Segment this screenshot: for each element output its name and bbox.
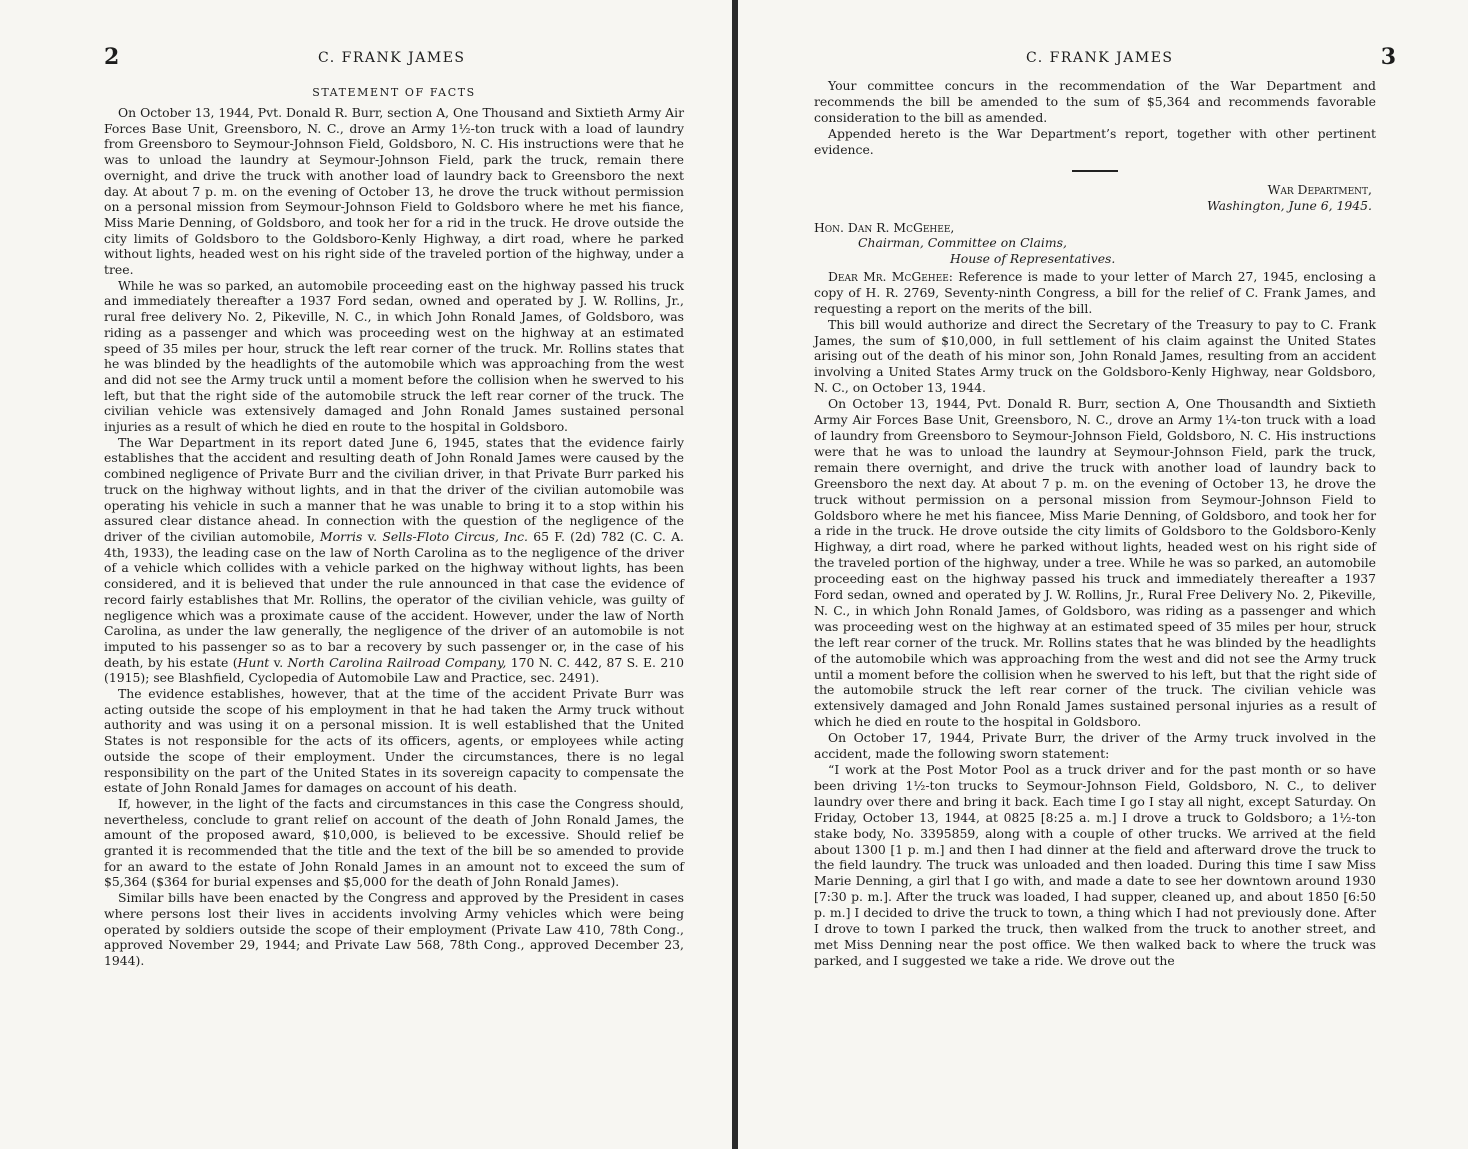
addressee-block xyxy=(814,220,1376,267)
paragraph-text: On October 13, 1944, Pvt. Donald R. Burr, section A, One Thousand and Sixtieth Army Air Forces Base Unit, Greensboro, N. C., drove an Army 1½-ton truck with a load of laundry from Greensboro to Seymour-Johnson Field, Goldsboro, N. C. His instructions were that he was to unload the laundry at Seymour-Johnson Field, park the truck, remain there overnight, and drive the truck with another load of laundry back to Greensboro the next day. At about 7 p. m. on the evening of October 13, he drove the truck without permission on a personal mission from Seymour-Johnson Field to Goldsboro where he met his fiance, Miss Marie Denning, of Goldsboro, and took her for a rid in the truck. He drove outside the city limits of Goldsboro to the Goldsboro-Kenly Highway, a dirt road, where he parked without lights, headed west on his right side of the traveled portion of the highway, under a tree. xyxy=(104,105,684,278)
salutation: Dear Mr. McGehee: xyxy=(828,268,953,284)
paragraph-text: v. xyxy=(362,528,383,544)
right-running-head xyxy=(814,44,1396,78)
paragraph-text: If, however, in the light of the facts and circumstances in this case the Congress should, nevertheless, conclude to grant relief on account of the death of John Ronald James, the amount of the proposed award, $10,000, is believed to be excessive. Should relief be granted it is recommended that the title and the text of the bill be so amended to provide for an award to the estate of John Ronald James in an amount not to exceed the sum of $5,364 ($364 for burial expenses and $5,000 for the death of John Ronald James). xyxy=(104,795,684,890)
case-citation: Morris xyxy=(320,528,363,544)
statement-paragraph xyxy=(104,796,684,890)
statement-paragraph xyxy=(104,890,684,969)
letter-paragraph-text: Reference is made to your letter of March 27, 1945, enclosing a copy of H. R. 2769, Seventy-ninth Congress, a bill for the relief of C. Frank James, and requesting a report on the merits of the bill. xyxy=(814,268,1376,316)
case-citation: Sells-Floto Circus, Inc. xyxy=(382,528,528,544)
paragraph-text: 65 F. (2d) 782 (C. C. A. 4th, 1933), the leading case on the law of North Carolina as to the negligence of the driver of a vehicle which collides with a vehicle parked on the highway without lights, has been considered, and it is believed that under the rule announced in that case the evidence of record fairly establishes that Mr. Rollins, the operator of the civilian vehicle, was guilty of negligence which was a proximate cause of the accident. However, under the law of North Carolina, as under the law generally, the negligence of the driver of an automobile is not imputed to his passenger so as to bar a recovery by such passenger or, in the case of his death, by his estate ( xyxy=(104,528,684,670)
letterhead-department: War Department, xyxy=(1267,181,1372,197)
paragraph-text: v. xyxy=(269,654,288,670)
paragraph-text: The War Department in its report dated June 6, 1945, states that the evidence fairly establishes that the accident and resulting death of John Ronald James were caused by the combined negligence of Private Burr and the civilian driver, in that Private Burr parked his truck on the highway without lights, and in that the driver of the civilian automobile was operating his vehicle in such a manner that he was unable to bring it to a stop within his assured clear distance ahead. In connection with the question of the negligence of the driver of the civilian automobile, xyxy=(104,434,684,544)
letter-paragraph: On October 17, 1944, Private Burr, the driver of the Army truck involved in the accident, made the following sworn statement: xyxy=(814,730,1376,762)
intro-paragraph: Your committee concurs in the recommendation of the War Department and recommends the bill be amended to the sum of $5,364 and recommends favorable consideration to the bill as amended. xyxy=(814,78,1376,125)
addressee-name: Hon. Dan R. McGehee, xyxy=(814,219,955,235)
statement-paragraph xyxy=(104,105,684,278)
committee-intro xyxy=(814,78,1376,158)
left-running-title: C. FRANK JAMES xyxy=(318,50,466,66)
letter-paragraph: This bill would authorize and direct the Secretary of the Treasury to pay to C. Frank James, the sum of $10,000, in full settlement of his claim against the United States arising out of the death of his minor son, John Ronald James, resulting from an accident involving a United States Army truck on the Goldsboro-Kenly Highway, near Goldsboro, N. C., on October 13, 1944. xyxy=(814,316,1376,396)
section-heading: STATEMENT OF FACTS xyxy=(312,86,476,99)
section-rule xyxy=(1072,170,1118,172)
addressee-body: House of Representatives. xyxy=(950,251,1116,267)
right-page xyxy=(738,0,1468,1149)
letterhead-place-date: Washington, June 6, 1945. xyxy=(1207,197,1372,213)
case-citation: North Carolina Railroad Company, xyxy=(287,654,507,670)
intro-paragraph: Appended hereto is the War Department’s report, together with other pertinent evidence. xyxy=(814,125,1376,157)
paragraph-text: 170 N. C. 442, 87 S. E. 210 (1915); see Blashfield, Cyclopedia of Automobile Law and Practice, sec. 2491). xyxy=(104,654,684,686)
paragraph-text: While he was so parked, an automobile proceeding east on the highway passed his truck and immediately thereafter a 1937 Ford sedan, owned and operated by J. W. Rollins, Jr., rural free delivery No. 2, Pikeville, N. C., in which John Ronald James, of Goldsboro, was riding as a passenger and which was proceeding west on the highway at an estimated speed of 35 miles per hour, struck the left rear corner of the truck. Mr. Rollins states that he was blinded by the headlights of the automobile which was approaching from the west and did not see the Army truck until a moment before the collision when he swerved to his left, but that the right side of the automobile struck the left rear corner of the truck. The civilian vehicle was extensively damaged and John Ronald James sustained personal injuries as a result of which he died en route to the hospital in Goldsboro. xyxy=(104,277,684,435)
statement-paragraph xyxy=(104,435,684,686)
left-page xyxy=(0,0,732,1149)
case-citation: Hunt xyxy=(237,654,270,670)
statement-paragraph xyxy=(104,278,684,435)
paragraph-text: The evidence establishes, however, that at the time of the accident Private Burr was acting outside the scope of his employment in that he had taken the Army truck without authority and was using it on a personal mission. It is well established that the United States is not responsible for the acts of its officers, agents, or employees while acting outside the scope of their employment. Under the circumstances, there is no legal responsibility on the part of the United States in its sovereign capacity to compensate the estate of John Ronald James for damages on account of his death. xyxy=(104,686,684,796)
left-page-number: 2 xyxy=(104,44,120,70)
right-page-number: 3 xyxy=(1380,44,1396,70)
left-body-text xyxy=(104,105,684,969)
letter-body xyxy=(814,269,1376,969)
paragraph-text: Similar bills have been enacted by the Congress and approved by the President in cases where persons lost their lives in accidents involving Army vehicles which were being operated by soldiers outside the scope of their employment (Private Law 410, 78th Cong., approved November 29, 1944; and Private Law 568, 78th Cong., approved December 23, 1944). xyxy=(104,890,684,968)
sworn-statement: “I work at the Post Motor Pool as a truck driver and for the past month or so have been driving 1½-ton trucks to Seymour-Johnson Field, Goldsboro, N. C., to deliver laundry over there and bring it back. Each time I go I stay all night, except Saturday. On Friday, October 13, 1944, at 0825 [8:25 a. m.] I drove a truck to Goldsboro; a 1½-ton stake body, No. 3395859, along with a couple of other trucks. We arrived at the field about 1300 [1 p. m.] and then I had dinner at the field and afterward drove the truck to the field laundry. The truck was unloaded and then loaded. During this time I saw Miss Marie Denning, a girl that I go with, and made a date to see her downtown around 1930 [7:30 p. m.]. After the truck was loaded, I had supper, cleaned up, and about 1850 [6:50 p. m.] I decided to drive the truck to town, a thing which I had not previously done. After I drove to town I parked the truck, then walked from the truck to another street, and met Miss Denning near the post office. We then walked back to where the truck was parked, and I suggested we take a ride. We drove out the xyxy=(814,762,1376,968)
statement-paragraph xyxy=(104,686,684,796)
addressee-title: Chairman, Committee on Claims, xyxy=(858,235,1067,251)
letterhead xyxy=(814,182,1376,214)
right-running-title: C. FRANK JAMES xyxy=(1026,50,1174,66)
letter-paragraph xyxy=(814,269,1376,317)
letter-paragraph: On October 13, 1944, Pvt. Donald R. Burr, section A, One Thousandth and Sixtieth Army Air Forces Base Unit, Greensboro, N. C., drove an Army 1¼-ton truck with a load of laundry from Greensboro to Seymour-Johnson Field, Goldsboro, N. C. His instructions were that he was to unload the laundry at Seymour-Johnson Field, park the truck, remain there overnight, and drive the truck with another load of laundry back to Greensboro the next day. At about 7 p. m. on the evening of October 13, he drove the truck without permission on a personal mission from Seymour-Johnson Field to Goldsboro where he met his fiancee, Miss Marie Denning, of Goldsboro, and took her for a ride in the truck. He drove outside the city limits of Goldsboro to the Goldsboro-Kenly Highway, a dirt road, where he parked without lights, headed west on his right side of the traveled portion of the highway, under a tree. While he was so parked, an automobile proceeding east on the highway passed his truck and immediately thereafter a 1937 Ford sedan, owned and operated by J. W. Rollins, Jr., Rural Free Delivery No. 2, Pikeville, N. C., in which John Ronald James, of Goldsboro, was riding as a passenger and which was proceeding west on the highway at an estimated speed of 35 miles per hour, struck the left rear corner of the truck. Mr. Rollins states that he was blinded by the headlights of the automobile which was approaching from the west and did not see the Army truck until a moment before the collision when he swerved to his left, but that the right side of the automobile struck the left rear corner of the truck. The civilian vehicle was extensively damaged and John Ronald James sustained personal injuries as a result of which he died en route to the hospital in Goldsboro. xyxy=(814,396,1376,730)
left-running-head xyxy=(104,44,684,78)
